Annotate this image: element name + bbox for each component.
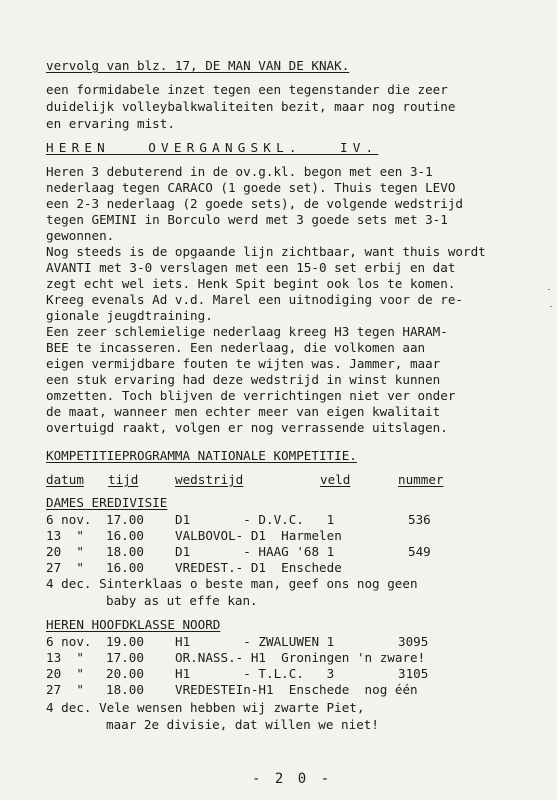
body-line: AVANTI met 3-0 verslagen met een 15-0 set erbij en dat [46, 260, 456, 275]
body-line: de maat, wanneer men echter meer van eigen kwalitait [46, 404, 441, 419]
row-match: VREDEST.- D1 Enschede [175, 560, 342, 575]
row-number: 536 [408, 512, 431, 527]
row-time: 18.00 [106, 544, 144, 559]
column-header-wedstrijd: wedstrijd [175, 472, 244, 487]
row-match: D1 - D.V.C. 1 [175, 512, 335, 527]
intro-line: duidelijk volleybalkwaliteiten bezit, maar nog routine [46, 99, 456, 114]
body-line: zegt echt wel iets. Henk Spit begint ook los te komen. [46, 276, 456, 291]
dames-heading: DAMES EREDIVISIE [46, 495, 168, 510]
body-line: eigen vermijdbare fouten te wijten was. Jammer, maar [46, 356, 441, 371]
row-date: 13 " [46, 528, 84, 543]
row-match: VALBOVOL- D1 Harmelen [175, 528, 342, 543]
heren-note-line: 4 dec. Vele wensen hebben wij zwarte Piet, [46, 700, 365, 715]
body-line: Kreeg evenals Ad v.d. Marel een uitnodiging voor de re- [46, 292, 464, 307]
body-line: omzetten. Toch blijven de verrichtingen niet ver onder [46, 388, 456, 403]
scan-speck [550, 306, 552, 307]
row-time: 19.00 [106, 634, 144, 649]
body-line: Een zeer schlemielige nederlaag kreeg H3 tegen HARAM- [46, 324, 448, 339]
dames-note-line: 4 dec. Sinterklaas o beste man, geef ons nog geen [46, 576, 418, 591]
row-date: 27 " [46, 682, 84, 697]
body-line: gionale jeugdtraining. [46, 308, 213, 323]
dames-note-line: baby as ut effe kan. [106, 593, 258, 608]
body-line: een stuk ervaring had deze wedstrijd in winst kunnen [46, 372, 441, 387]
column-header-datum: datum [46, 472, 84, 487]
column-header-nummer: nummer [398, 472, 444, 487]
row-time: 20.00 [106, 666, 144, 681]
row-number: 3095 [398, 634, 429, 649]
row-time: 17.00 [106, 650, 144, 665]
body-line: een 2-3 nederlaag (2 goede sets), de volgende wedstrijd [46, 196, 464, 211]
program-heading: KOMPETITIEPROGRAMMA NATIONALE KOMPETITIE. [46, 448, 357, 463]
row-time: 18.00 [106, 682, 144, 697]
row-date: 6 nov. [46, 634, 92, 649]
row-match: VREDESTEIn-H1 Enschede nog één [175, 682, 418, 697]
row-time: 17.00 [106, 512, 144, 527]
row-match: H1 - ZWALUWEN 1 [175, 634, 335, 649]
body-line: BEE te incasseren. Een nederlaag, die volkomen aan [46, 340, 426, 355]
heren-note-line: maar 2e divisie, dat willen we niet! [106, 717, 379, 732]
row-match: D1 - HAAG '68 1 [175, 544, 335, 559]
row-time: 16.00 [106, 528, 144, 543]
intro-line: en ervaring mist. [46, 116, 175, 131]
row-date: 20 " [46, 666, 84, 681]
row-match: H1 - T.L.C. 3 [175, 666, 335, 681]
body-line: Heren 3 debuterend in de ov.g.kl. begon met een 3-1 [46, 164, 433, 179]
body-line: overtuigd raakt, volgen er nog verrassende uitslagen. [46, 420, 448, 435]
row-date: 6 nov. [46, 512, 92, 527]
row-time: 16.00 [106, 560, 144, 575]
row-match: OR.NASS.- H1 Groningen 'n zware! [175, 650, 426, 665]
section-heading: HEREN OVERGANGSKL. IV. [46, 140, 379, 155]
body-line: tegen GEMINI in Borculo werd met 3 goede sets met 3-1 [46, 212, 448, 227]
row-date: 27 " [46, 560, 84, 575]
row-number: 549 [408, 544, 431, 559]
body-line: Nog steeds is de opgaande lijn zichtbaar, want thuis wordt [46, 244, 486, 259]
column-header-tijd: tijd [108, 472, 139, 487]
page-number: - 2 0 - [252, 771, 333, 787]
scan-speck [548, 289, 550, 290]
continuation-heading: vervolg van blz. 17, DE MAN VAN DE KNAK. [46, 58, 350, 73]
heren-heading: HEREN HOOFDKLASSE NOORD [46, 617, 221, 632]
row-date: 13 " [46, 650, 84, 665]
body-line: gewonnen. [46, 228, 115, 243]
row-number: 3105 [398, 666, 429, 681]
body-line: nederlaag tegen CARACO (1 goede set). Thuis tegen LEVO [46, 180, 456, 195]
intro-line: een formidabele inzet tegen een tegenstander die zeer [46, 82, 448, 97]
column-header-veld: veld [320, 472, 351, 487]
row-date: 20 " [46, 544, 84, 559]
